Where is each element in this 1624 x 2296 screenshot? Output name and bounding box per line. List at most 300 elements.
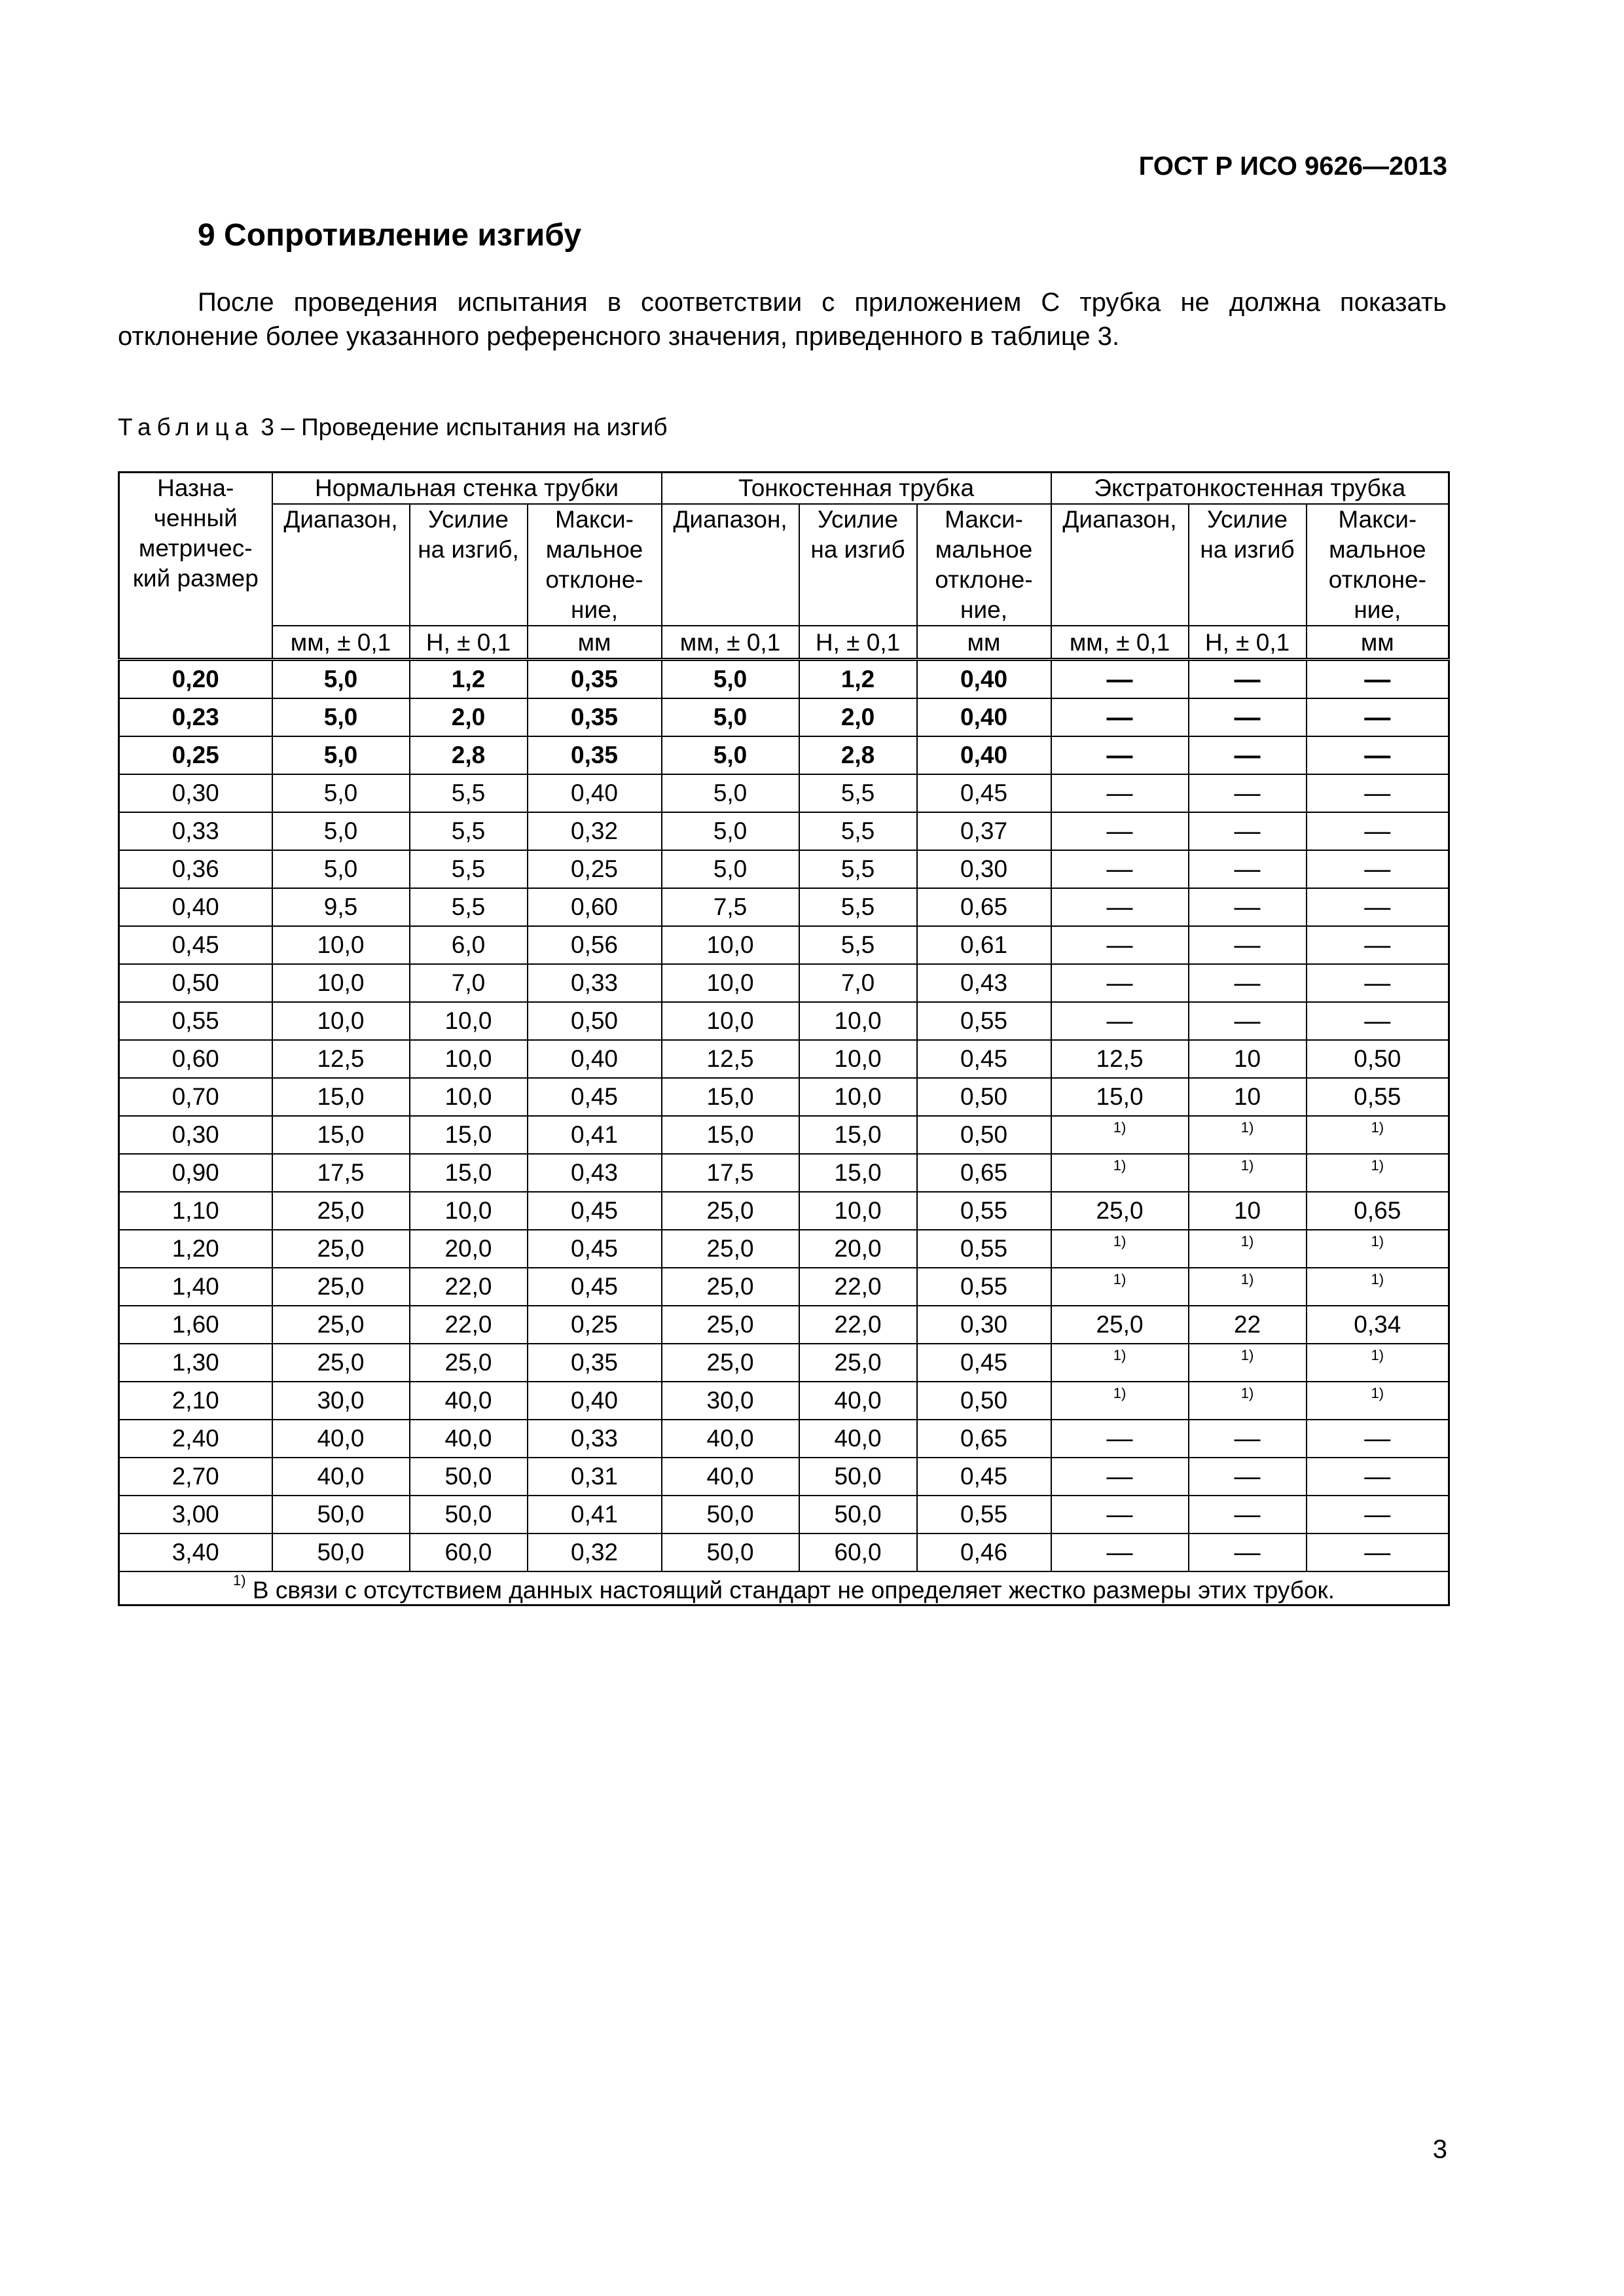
table-caption-label: Таблица: [118, 414, 255, 440]
table-row: [119, 1534, 1449, 1571]
normal-deviation-cell: 0,45: [528, 1192, 662, 1230]
size-header-line: ченный: [153, 505, 238, 531]
thin-range-cell: 25,0: [662, 1268, 799, 1306]
thin-deviation-cell: 0,30: [917, 1306, 1051, 1344]
normal-deviation-cell: 0,32: [528, 812, 662, 850]
extra-thin-force-cell: 22: [1189, 1306, 1307, 1344]
extra-thin-range-cell: 15,0: [1051, 1078, 1189, 1116]
thin-deviation-cell: 0,40: [917, 660, 1051, 699]
size-cell: 0,50: [119, 964, 272, 1002]
thin-deviation-cell: 0,46: [917, 1534, 1051, 1571]
thin-deviation-cell: 0,45: [917, 1040, 1051, 1078]
footnote-ref: 1): [1371, 1232, 1384, 1249]
extra-thin-deviation-cell: —: [1307, 660, 1449, 699]
extra-thin-deviation-cell: [1307, 1268, 1449, 1306]
bending-test-table: [118, 471, 1450, 1606]
extra-thin-deviation-cell: 0,55: [1307, 1078, 1449, 1116]
extra-thin-force-cell: —: [1189, 964, 1307, 1002]
size-cell: 0,36: [119, 850, 272, 888]
size-header-line: Назна-: [157, 475, 234, 501]
thin-deviation-cell: 0,55: [917, 1230, 1051, 1268]
normal-deviation-cell: 0,33: [528, 1420, 662, 1458]
col-header-line: ние,: [571, 596, 618, 623]
thin-deviation-cell: 0,55: [917, 1192, 1051, 1230]
extra-thin-deviation-cell: —: [1307, 698, 1449, 736]
normal-deviation-cell: 0,45: [528, 1078, 662, 1116]
thin-range-cell: 40,0: [662, 1420, 799, 1458]
col-header-line: на изгиб,: [418, 536, 519, 563]
thin-range-cell: 17,5: [662, 1154, 799, 1192]
normal-force-cell: 15,0: [410, 1116, 528, 1154]
table-row: [119, 1344, 1449, 1382]
normal-range-cell: 5,0: [272, 850, 410, 888]
col-header-line: Диапазон,: [1062, 506, 1177, 533]
extra-thin-range-cell: —: [1051, 736, 1189, 774]
unit-mm-tol: мм, ± 0,1: [1051, 626, 1189, 660]
col-header-line: ние,: [1354, 596, 1401, 623]
normal-deviation-cell: 0,40: [528, 774, 662, 812]
normal-range-cell: 30,0: [272, 1382, 410, 1420]
size-cell: 3,40: [119, 1534, 272, 1571]
thin-force-cell: 25,0: [799, 1344, 917, 1382]
footnote-ref: 1): [1113, 1232, 1127, 1249]
table-row: [119, 1078, 1449, 1116]
size-cell: 0,90: [119, 1154, 272, 1192]
extra-thin-range-cell: [1051, 1116, 1189, 1154]
table-row: [119, 926, 1449, 964]
footnote-ref: 1): [1113, 1157, 1127, 1174]
thin-deviation-cell: 0,50: [917, 1078, 1051, 1116]
thin-force-cell: 40,0: [799, 1382, 917, 1420]
normal-deviation-cell: 0,56: [528, 926, 662, 964]
unit-mm: мм: [1307, 626, 1449, 660]
normal-range-cell: 25,0: [272, 1268, 410, 1306]
footnote-ref: 1): [1240, 1384, 1254, 1401]
table-row: [119, 1382, 1449, 1420]
footnote-ref: 1): [1113, 1346, 1127, 1363]
normal-force-cell: 1,2: [410, 660, 528, 699]
thin-force-cell: 5,5: [799, 850, 917, 888]
normal-force-cell: 10,0: [410, 1078, 528, 1116]
normal-deviation-cell: 0,25: [528, 850, 662, 888]
normal-force-cell: 25,0: [410, 1344, 528, 1382]
table-footer: [119, 1571, 1449, 1605]
thin-deviation-cell: 0,65: [917, 888, 1051, 926]
normal-range-cell: 40,0: [272, 1458, 410, 1496]
thin-range-cell: 40,0: [662, 1458, 799, 1496]
normal-deviation-cell: 0,41: [528, 1496, 662, 1534]
footnote-ref: 1): [1240, 1119, 1254, 1136]
extra-thin-range-cell: 25,0: [1051, 1306, 1189, 1344]
thin-force-cell: 60,0: [799, 1534, 917, 1571]
thin-deviation-cell: 0,55: [917, 1002, 1051, 1040]
normal-force-cell: 22,0: [410, 1268, 528, 1306]
extra-thin-force-cell: —: [1189, 812, 1307, 850]
table-row: [119, 660, 1449, 699]
thin-range-cell: 7,5: [662, 888, 799, 926]
thin-range-cell: 25,0: [662, 1230, 799, 1268]
normal-force-cell: 15,0: [410, 1154, 528, 1192]
normal-force-cell: 5,5: [410, 812, 528, 850]
size-cell: 0,45: [119, 926, 272, 964]
footnote-row: [119, 1571, 1449, 1605]
col-header-line: отклоне-: [935, 566, 1033, 593]
thin-deviation-cell: 0,50: [917, 1382, 1051, 1420]
extra-thin-force-cell: —: [1189, 774, 1307, 812]
size-cell: 1,20: [119, 1230, 272, 1268]
extra-thin-range-cell: —: [1051, 1458, 1189, 1496]
thin-deviation-cell: 0,55: [917, 1268, 1051, 1306]
thin-deviation-cell: 0,45: [917, 1458, 1051, 1496]
extra-thin-deviation-cell: 0,65: [1307, 1192, 1449, 1230]
extra-thin-deviation-cell: —: [1307, 888, 1449, 926]
group-extra-thin-wall: Экстратонкостенная трубка: [1051, 473, 1449, 505]
table-row: [119, 1268, 1449, 1306]
thin-range-cell: 5,0: [662, 698, 799, 736]
table-body: [119, 660, 1449, 1572]
thin-range-cell: 15,0: [662, 1116, 799, 1154]
normal-range-cell: 9,5: [272, 888, 410, 926]
page-number: 3: [1432, 2135, 1447, 2164]
table-row: [119, 1154, 1449, 1192]
normal-force-cell: 10,0: [410, 1040, 528, 1078]
normal-force-cell: 20,0: [410, 1230, 528, 1268]
thin-range-cell: 12,5: [662, 1040, 799, 1078]
normal-deviation-cell: 0,45: [528, 1268, 662, 1306]
normal-deviation-cell: 0,40: [528, 1382, 662, 1420]
normal-range-cell: 5,0: [272, 698, 410, 736]
unit-n-tol: Н, ± 0,1: [1189, 626, 1307, 660]
normal-range-cell: 50,0: [272, 1496, 410, 1534]
extra-thin-range-cell: [1051, 1268, 1189, 1306]
thin-force-cell: 10,0: [799, 1192, 917, 1230]
document-code: ГОСТ Р ИСО 9626—2013: [1138, 152, 1447, 181]
normal-force-cell: 2,8: [410, 736, 528, 774]
col-header-line: Усилие: [427, 506, 509, 533]
extra-thin-deviation-cell: —: [1307, 736, 1449, 774]
col-header-line: Диапазон,: [673, 506, 787, 533]
col-deviation-header: [528, 504, 662, 626]
thin-deviation-cell: 0,65: [917, 1154, 1051, 1192]
footnote-ref: 1): [1113, 1384, 1127, 1401]
size-cell: 3,00: [119, 1496, 272, 1534]
normal-force-cell: 7,0: [410, 964, 528, 1002]
extra-thin-range-cell: —: [1051, 1496, 1189, 1534]
col-deviation-header: [917, 504, 1051, 626]
extra-thin-force-cell: —: [1189, 660, 1307, 699]
footnote-marker: 1): [233, 1572, 246, 1588]
thin-force-cell: 5,5: [799, 926, 917, 964]
size-cell: 1,60: [119, 1306, 272, 1344]
unit-mm: мм: [528, 626, 662, 660]
col-range-header: [662, 504, 799, 626]
thin-range-cell: 10,0: [662, 926, 799, 964]
extra-thin-range-cell: 25,0: [1051, 1192, 1189, 1230]
footnote-ref: 1): [1240, 1232, 1254, 1249]
extra-thin-deviation-cell: 0,50: [1307, 1040, 1449, 1078]
table-head-units: [119, 626, 1449, 660]
normal-force-cell: 10,0: [410, 1002, 528, 1040]
normal-force-cell: 5,5: [410, 888, 528, 926]
normal-deviation-cell: 0,40: [528, 1040, 662, 1078]
thin-force-cell: 10,0: [799, 1040, 917, 1078]
thin-deviation-cell: 0,37: [917, 812, 1051, 850]
table-caption: [118, 414, 668, 441]
size-cell: 2,70: [119, 1458, 272, 1496]
extra-thin-force-cell: —: [1189, 850, 1307, 888]
extra-thin-force-cell: [1189, 1116, 1307, 1154]
normal-deviation-cell: 0,41: [528, 1116, 662, 1154]
normal-force-cell: 10,0: [410, 1192, 528, 1230]
normal-range-cell: 10,0: [272, 1002, 410, 1040]
normal-range-cell: 12,5: [272, 1040, 410, 1078]
normal-range-cell: 15,0: [272, 1078, 410, 1116]
normal-force-cell: 60,0: [410, 1534, 528, 1571]
table-row: [119, 698, 1449, 736]
thin-range-cell: 5,0: [662, 660, 799, 699]
thin-force-cell: 15,0: [799, 1116, 917, 1154]
table-row: [119, 1458, 1449, 1496]
group-normal-wall: Нормальная стенка трубки: [272, 473, 662, 505]
size-cell: 0,33: [119, 812, 272, 850]
size-header-line: кий размер: [132, 565, 259, 592]
thin-force-cell: 5,5: [799, 774, 917, 812]
col-header-line: ние,: [960, 596, 1008, 623]
extra-thin-deviation-cell: [1307, 1344, 1449, 1382]
group-thin-wall: Тонкостенная трубка: [662, 473, 1051, 505]
thin-range-cell: 10,0: [662, 1002, 799, 1040]
unit-n-tol: Н, ± 0,1: [410, 626, 528, 660]
thin-force-cell: 20,0: [799, 1230, 917, 1268]
thin-range-cell: 25,0: [662, 1344, 799, 1382]
extra-thin-range-cell: [1051, 1230, 1189, 1268]
normal-range-cell: 5,0: [272, 812, 410, 850]
size-header: [119, 473, 272, 660]
normal-deviation-cell: 0,31: [528, 1458, 662, 1496]
table-row: [119, 1420, 1449, 1458]
size-cell: 0,30: [119, 1116, 272, 1154]
footnote-ref: 1): [1240, 1157, 1254, 1174]
normal-force-cell: 5,5: [410, 850, 528, 888]
normal-force-cell: 5,5: [410, 774, 528, 812]
extra-thin-deviation-cell: —: [1307, 1496, 1449, 1534]
col-deviation-header: [1307, 504, 1449, 626]
footnote-ref: 1): [1113, 1119, 1127, 1136]
thin-deviation-cell: 0,45: [917, 774, 1051, 812]
table-row: [119, 812, 1449, 850]
normal-range-cell: 25,0: [272, 1306, 410, 1344]
thin-range-cell: 5,0: [662, 850, 799, 888]
footnote: [119, 1571, 1449, 1605]
thin-deviation-cell: 0,40: [917, 698, 1051, 736]
normal-range-cell: 5,0: [272, 660, 410, 699]
extra-thin-deviation-cell: —: [1307, 964, 1449, 1002]
normal-range-cell: 25,0: [272, 1344, 410, 1382]
col-header-line: Усилие: [818, 506, 899, 533]
extra-thin-force-cell: —: [1189, 1458, 1307, 1496]
footnote-ref: 1): [1113, 1270, 1127, 1287]
normal-range-cell: 40,0: [272, 1420, 410, 1458]
col-header-line: мальное: [1329, 536, 1426, 563]
size-cell: 1,30: [119, 1344, 272, 1382]
extra-thin-deviation-cell: —: [1307, 926, 1449, 964]
table-row: [119, 736, 1449, 774]
unit-mm-tol: мм, ± 0,1: [272, 626, 410, 660]
thin-force-cell: 10,0: [799, 1078, 917, 1116]
extra-thin-range-cell: —: [1051, 774, 1189, 812]
normal-range-cell: 5,0: [272, 736, 410, 774]
table-row: [119, 1002, 1449, 1040]
table-head-groups: [119, 473, 1449, 505]
extra-thin-force-cell: —: [1189, 1002, 1307, 1040]
normal-deviation-cell: 0,35: [528, 1344, 662, 1382]
footnote-ref: 1): [1371, 1346, 1384, 1363]
extra-thin-force-cell: [1189, 1230, 1307, 1268]
thin-range-cell: 10,0: [662, 964, 799, 1002]
thin-range-cell: 30,0: [662, 1382, 799, 1420]
extra-thin-range-cell: [1051, 1344, 1189, 1382]
thin-force-cell: 2,0: [799, 698, 917, 736]
normal-deviation-cell: 0,32: [528, 1534, 662, 1571]
col-force-header: [1189, 504, 1307, 626]
extra-thin-range-cell: —: [1051, 812, 1189, 850]
thin-range-cell: 15,0: [662, 1078, 799, 1116]
size-cell: 0,25: [119, 736, 272, 774]
thin-force-cell: 15,0: [799, 1154, 917, 1192]
extra-thin-deviation-cell: —: [1307, 1458, 1449, 1496]
extra-thin-range-cell: —: [1051, 926, 1189, 964]
unit-mm: мм: [917, 626, 1051, 660]
normal-deviation-cell: 0,60: [528, 888, 662, 926]
extra-thin-deviation-cell: —: [1307, 1420, 1449, 1458]
size-cell: 0,70: [119, 1078, 272, 1116]
footnote-text: В связи с отсутствием данных настоящий стандарт не определяет жестко размеры этих трубок.: [245, 1577, 1335, 1604]
table-row: [119, 888, 1449, 926]
unit-mm-tol: мм, ± 0,1: [662, 626, 799, 660]
thin-range-cell: 25,0: [662, 1306, 799, 1344]
table-row: [119, 1230, 1449, 1268]
extra-thin-force-cell: [1189, 1268, 1307, 1306]
col-header-line: мальное: [545, 536, 643, 563]
extra-thin-deviation-cell: [1307, 1230, 1449, 1268]
footnote-ref: 1): [1371, 1157, 1384, 1174]
normal-range-cell: 25,0: [272, 1230, 410, 1268]
thin-force-cell: 10,0: [799, 1002, 917, 1040]
table-row: [119, 1040, 1449, 1078]
extra-thin-force-cell: —: [1189, 736, 1307, 774]
table-row: [119, 1306, 1449, 1344]
table-caption-text: 3 – Проведение испытания на изгиб: [261, 414, 668, 440]
thin-range-cell: 5,0: [662, 774, 799, 812]
thin-force-cell: 40,0: [799, 1420, 917, 1458]
col-force-header: [799, 504, 917, 626]
col-header-line: Макси-: [1338, 506, 1417, 533]
thin-force-cell: 5,5: [799, 888, 917, 926]
table-row: [119, 774, 1449, 812]
thin-force-cell: 2,8: [799, 736, 917, 774]
col-header-line: на изгиб: [810, 536, 905, 563]
thin-force-cell: 5,5: [799, 812, 917, 850]
normal-force-cell: 22,0: [410, 1306, 528, 1344]
col-header-line: Макси-: [555, 506, 634, 533]
extra-thin-force-cell: —: [1189, 888, 1307, 926]
extra-thin-range-cell: [1051, 1382, 1189, 1420]
extra-thin-force-cell: —: [1189, 698, 1307, 736]
footnote-ref: 1): [1371, 1119, 1384, 1136]
normal-range-cell: 25,0: [272, 1192, 410, 1230]
footnote-ref: 1): [1371, 1384, 1384, 1401]
normal-force-cell: 6,0: [410, 926, 528, 964]
thin-deviation-cell: 0,40: [917, 736, 1051, 774]
col-header-line: мальное: [935, 536, 1033, 563]
extra-thin-force-cell: —: [1189, 926, 1307, 964]
normal-deviation-cell: 0,43: [528, 1154, 662, 1192]
extra-thin-force-cell: [1189, 1154, 1307, 1192]
thin-force-cell: 22,0: [799, 1306, 917, 1344]
extra-thin-force-cell: 10: [1189, 1192, 1307, 1230]
normal-deviation-cell: 0,35: [528, 698, 662, 736]
extra-thin-range-cell: —: [1051, 964, 1189, 1002]
table-row: [119, 1116, 1449, 1154]
normal-force-cell: 2,0: [410, 698, 528, 736]
extra-thin-force-cell: 10: [1189, 1078, 1307, 1116]
extra-thin-deviation-cell: —: [1307, 850, 1449, 888]
size-cell: 0,55: [119, 1002, 272, 1040]
col-header-line: Усилие: [1207, 506, 1288, 533]
normal-deviation-cell: 0,50: [528, 1002, 662, 1040]
extra-thin-deviation-cell: —: [1307, 1534, 1449, 1571]
normal-force-cell: 50,0: [410, 1458, 528, 1496]
col-header-line: отклоне-: [545, 566, 643, 593]
unit-n-tol: Н, ± 0,1: [799, 626, 917, 660]
extra-thin-range-cell: —: [1051, 1002, 1189, 1040]
extra-thin-force-cell: —: [1189, 1534, 1307, 1571]
size-cell: 2,10: [119, 1382, 272, 1420]
normal-deviation-cell: 0,45: [528, 1230, 662, 1268]
size-cell: 1,10: [119, 1192, 272, 1230]
extra-thin-force-cell: 10: [1189, 1040, 1307, 1078]
normal-range-cell: 10,0: [272, 964, 410, 1002]
extra-thin-force-cell: —: [1189, 1496, 1307, 1534]
extra-thin-range-cell: —: [1051, 850, 1189, 888]
col-header-line: Макси-: [945, 506, 1023, 533]
size-cell: 0,30: [119, 774, 272, 812]
normal-force-cell: 40,0: [410, 1382, 528, 1420]
size-cell: 0,40: [119, 888, 272, 926]
thin-deviation-cell: 0,55: [917, 1496, 1051, 1534]
col-header-line: на изгиб: [1200, 536, 1295, 563]
normal-range-cell: 50,0: [272, 1534, 410, 1571]
normal-range-cell: 5,0: [272, 774, 410, 812]
section-title: 9 Сопротивление изгибу: [198, 218, 582, 253]
thin-force-cell: 1,2: [799, 660, 917, 699]
size-cell: 0,20: [119, 660, 272, 699]
normal-deviation-cell: 0,33: [528, 964, 662, 1002]
table-row: [119, 1496, 1449, 1534]
thin-deviation-cell: 0,30: [917, 850, 1051, 888]
size-header-line: метричес-: [138, 535, 253, 562]
thin-range-cell: 50,0: [662, 1534, 799, 1571]
col-range-header: [1051, 504, 1189, 626]
size-cell: 2,40: [119, 1420, 272, 1458]
col-range-header: [272, 504, 410, 626]
normal-deviation-cell: 0,35: [528, 736, 662, 774]
thin-range-cell: 5,0: [662, 812, 799, 850]
thin-deviation-cell: 0,43: [917, 964, 1051, 1002]
extra-thin-range-cell: —: [1051, 1420, 1189, 1458]
extra-thin-deviation-cell: —: [1307, 1002, 1449, 1040]
col-header-line: Диапазон,: [283, 506, 398, 533]
